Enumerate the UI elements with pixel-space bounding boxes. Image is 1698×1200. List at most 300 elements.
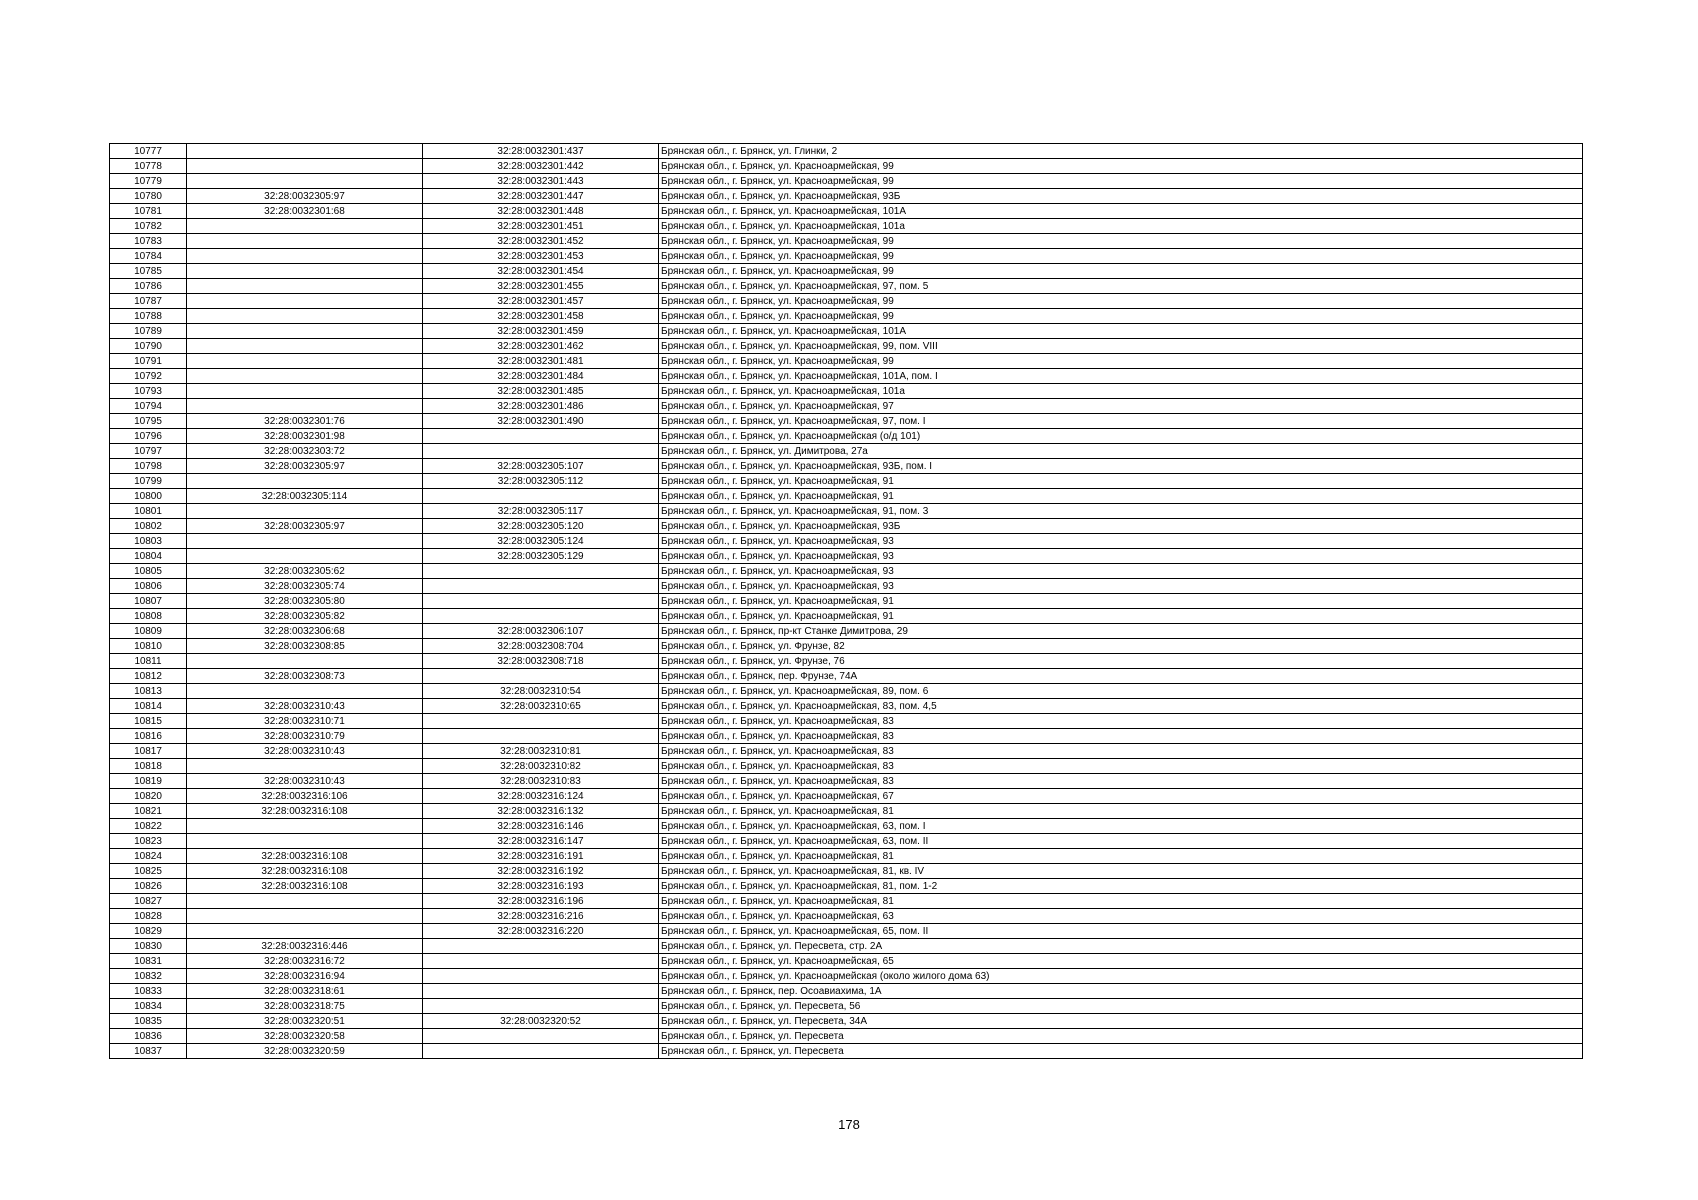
table-row (110, 369, 1583, 384)
land-parcel-cell: 32:28:0032305:97 (187, 459, 423, 474)
land-parcel-cell (187, 549, 423, 564)
building-number-cell: 32:28:0032305:120 (423, 519, 659, 534)
table-row (110, 324, 1583, 339)
table-row (110, 804, 1583, 819)
table-row (110, 714, 1583, 729)
row-number-cell: 10781 (110, 204, 187, 219)
table-row (110, 249, 1583, 264)
row-number-cell: 10804 (110, 549, 187, 564)
table-row (110, 864, 1583, 879)
row-number-cell: 10834 (110, 999, 187, 1014)
address-cell: Брянская обл., г. Брянск, ул. Красноармейская, 93Б, пом. I (659, 459, 1583, 474)
building-number-cell (423, 954, 659, 969)
row-number-cell: 10797 (110, 444, 187, 459)
land-parcel-cell (187, 144, 423, 159)
table-row (110, 534, 1583, 549)
address-cell: Брянская обл., г. Брянск, ул. Красноармейская, 93 (659, 579, 1583, 594)
address-cell: Брянская обл., г. Брянск, ул. Красноармейская, 81, кв. IV (659, 864, 1583, 879)
building-number-cell: 32:28:0032316:196 (423, 894, 659, 909)
table-row (110, 519, 1583, 534)
table-row (110, 144, 1583, 159)
address-cell: Брянская обл., г. Брянск, ул. Красноармейская, 81 (659, 894, 1583, 909)
building-number-cell: 32:28:0032305:117 (423, 504, 659, 519)
address-cell: Брянская обл., г. Брянск, ул. Красноармейская, 93 (659, 549, 1583, 564)
building-number-cell: 32:28:0032301:452 (423, 234, 659, 249)
land-parcel-cell: 32:28:0032310:71 (187, 714, 423, 729)
land-parcel-cell (187, 504, 423, 519)
land-parcel-cell (187, 759, 423, 774)
building-number-cell: 32:28:0032301:442 (423, 159, 659, 174)
row-number-cell: 10778 (110, 159, 187, 174)
land-parcel-cell: 32:28:0032305:82 (187, 609, 423, 624)
land-parcel-cell (187, 174, 423, 189)
land-parcel-cell: 32:28:0032305:114 (187, 489, 423, 504)
building-number-cell (423, 594, 659, 609)
row-number-cell: 10810 (110, 639, 187, 654)
land-parcel-cell: 32:28:0032310:43 (187, 774, 423, 789)
land-parcel-cell: 32:28:0032318:61 (187, 984, 423, 999)
row-number-cell: 10823 (110, 834, 187, 849)
address-cell: Брянская обл., г. Брянск, ул. Фрунзе, 82 (659, 639, 1583, 654)
land-parcel-cell: 32:28:0032303:72 (187, 444, 423, 459)
address-cell: Брянская обл., г. Брянск, ул. Красноармейская, 81, пом. 1-2 (659, 879, 1583, 894)
building-number-cell: 32:28:0032301:447 (423, 189, 659, 204)
address-cell: Брянская обл., г. Брянск, ул. Красноармейская, 83 (659, 729, 1583, 744)
address-cell: Брянская обл., г. Брянск, ул. Красноармейская, 99 (659, 264, 1583, 279)
land-parcel-cell (187, 234, 423, 249)
building-number-cell: 32:28:0032310:65 (423, 699, 659, 714)
address-cell: Брянская обл., г. Брянск, ул. Красноармейская, 83 (659, 714, 1583, 729)
row-number-cell: 10830 (110, 939, 187, 954)
building-number-cell: 32:28:0032320:52 (423, 1014, 659, 1029)
building-number-cell (423, 489, 659, 504)
table-row (110, 939, 1583, 954)
row-number-cell: 10831 (110, 954, 187, 969)
row-number-cell: 10806 (110, 579, 187, 594)
address-cell: Брянская обл., г. Брянск, ул. Красноармейская, 101А (659, 204, 1583, 219)
row-number-cell: 10825 (110, 864, 187, 879)
building-number-cell (423, 429, 659, 444)
table-row (110, 174, 1583, 189)
building-number-cell: 32:28:0032316:132 (423, 804, 659, 819)
building-number-cell: 32:28:0032316:192 (423, 864, 659, 879)
address-cell: Брянская обл., г. Брянск, ул. Красноармейская, 89, пом. 6 (659, 684, 1583, 699)
building-number-cell (423, 564, 659, 579)
address-cell: Брянская обл., г. Брянск, ул. Пересвета, 56 (659, 999, 1583, 1014)
address-cell: Брянская обл., г. Брянск, ул. Красноармейская, 93Б (659, 519, 1583, 534)
table-row (110, 759, 1583, 774)
row-number-cell: 10779 (110, 174, 187, 189)
table-row (110, 594, 1583, 609)
address-cell: Брянская обл., г. Брянск, ул. Красноармейская, 83 (659, 744, 1583, 759)
row-number-cell: 10827 (110, 894, 187, 909)
address-cell: Брянская обл., г. Брянск, ул. Красноармейская, 83 (659, 759, 1583, 774)
table-row (110, 444, 1583, 459)
table-row (110, 459, 1583, 474)
land-parcel-cell (187, 354, 423, 369)
building-number-cell: 32:28:0032305:112 (423, 474, 659, 489)
table-row (110, 1029, 1583, 1044)
cadastral-table (109, 143, 1583, 1059)
building-number-cell: 32:28:0032301:454 (423, 264, 659, 279)
building-number-cell (423, 999, 659, 1014)
address-cell: Брянская обл., г. Брянск, ул. Фрунзе, 76 (659, 654, 1583, 669)
address-cell: Брянская обл., г. Брянск, пер. Осоавиахима, 1А (659, 984, 1583, 999)
address-cell: Брянская обл., г. Брянск, ул. Красноармейская, 83, пом. 4,5 (659, 699, 1583, 714)
land-parcel-cell (187, 924, 423, 939)
table-row (110, 264, 1583, 279)
building-number-cell (423, 669, 659, 684)
land-parcel-cell: 32:28:0032301:68 (187, 204, 423, 219)
address-cell: Брянская обл., г. Брянск, ул. Красноармейская, 101а (659, 384, 1583, 399)
table-row (110, 429, 1583, 444)
row-number-cell: 10789 (110, 324, 187, 339)
table-row (110, 999, 1583, 1014)
row-number-cell: 10835 (110, 1014, 187, 1029)
row-number-cell: 10836 (110, 1029, 187, 1044)
building-number-cell (423, 1029, 659, 1044)
address-cell: Брянская обл., г. Брянск, ул. Красноармейская, 91, пом. 3 (659, 504, 1583, 519)
address-cell: Брянская обл., г. Брянск, ул. Красноармейская, 97 (659, 399, 1583, 414)
row-number-cell: 10785 (110, 264, 187, 279)
building-number-cell: 32:28:0032301:437 (423, 144, 659, 159)
row-number-cell: 10793 (110, 384, 187, 399)
address-cell: Брянская обл., г. Брянск, ул. Пересвета, 34А (659, 1014, 1583, 1029)
table-row (110, 279, 1583, 294)
address-cell: Брянская обл., г. Брянск, ул. Красноармейская, 91 (659, 489, 1583, 504)
row-number-cell: 10780 (110, 189, 187, 204)
land-parcel-cell: 32:28:0032316:106 (187, 789, 423, 804)
building-number-cell: 32:28:0032301:459 (423, 324, 659, 339)
row-number-cell: 10816 (110, 729, 187, 744)
land-parcel-cell: 32:28:0032305:74 (187, 579, 423, 594)
row-number-cell: 10786 (110, 279, 187, 294)
address-cell: Брянская обл., г. Брянск, ул. Красноармейская, 91 (659, 609, 1583, 624)
land-parcel-cell (187, 309, 423, 324)
table-row (110, 159, 1583, 174)
row-number-cell: 10796 (110, 429, 187, 444)
address-cell: Брянская обл., г. Брянск, ул. Красноармейская, 65 (659, 954, 1583, 969)
land-parcel-cell: 32:28:0032316:108 (187, 849, 423, 864)
land-parcel-cell: 32:28:0032305:97 (187, 189, 423, 204)
land-parcel-cell (187, 159, 423, 174)
address-cell: Брянская обл., г. Брянск, ул. Красноармейская, 93 (659, 534, 1583, 549)
table-row (110, 189, 1583, 204)
land-parcel-cell: 32:28:0032320:58 (187, 1029, 423, 1044)
row-number-cell: 10809 (110, 624, 187, 639)
address-cell: Брянская обл., г. Брянск, ул. Красноармейская, 99 (659, 234, 1583, 249)
address-cell: Брянская обл., г. Брянск, ул. Красноармейская, 97, пом. 5 (659, 279, 1583, 294)
row-number-cell: 10811 (110, 654, 187, 669)
address-cell: Брянская обл., г. Брянск, ул. Красноармейская, 99 (659, 159, 1583, 174)
building-number-cell: 32:28:0032301:486 (423, 399, 659, 414)
row-number-cell: 10817 (110, 744, 187, 759)
land-parcel-cell: 32:28:0032308:85 (187, 639, 423, 654)
land-parcel-cell: 32:28:0032301:76 (187, 414, 423, 429)
building-number-cell (423, 729, 659, 744)
building-number-cell: 32:28:0032301:453 (423, 249, 659, 264)
row-number-cell: 10800 (110, 489, 187, 504)
table-row (110, 219, 1583, 234)
row-number-cell: 10837 (110, 1044, 187, 1059)
row-number-cell: 10822 (110, 819, 187, 834)
building-number-cell: 32:28:0032316:124 (423, 789, 659, 804)
table-row (110, 399, 1583, 414)
table-row (110, 1044, 1583, 1059)
land-parcel-cell: 32:28:0032318:75 (187, 999, 423, 1014)
land-parcel-cell: 32:28:0032316:108 (187, 879, 423, 894)
table-row (110, 954, 1583, 969)
row-number-cell: 10828 (110, 909, 187, 924)
land-parcel-cell (187, 369, 423, 384)
row-number-cell: 10833 (110, 984, 187, 999)
address-cell: Брянская обл., г. Брянск, ул. Димитрова, 27а (659, 444, 1583, 459)
row-number-cell: 10790 (110, 339, 187, 354)
building-number-cell: 32:28:0032308:704 (423, 639, 659, 654)
land-parcel-cell (187, 894, 423, 909)
building-number-cell: 32:28:0032301:481 (423, 354, 659, 369)
land-parcel-cell: 32:28:0032310:79 (187, 729, 423, 744)
row-number-cell: 10798 (110, 459, 187, 474)
table-row (110, 234, 1583, 249)
building-number-cell: 32:28:0032301:455 (423, 279, 659, 294)
land-parcel-cell (187, 534, 423, 549)
row-number-cell: 10808 (110, 609, 187, 624)
land-parcel-cell (187, 279, 423, 294)
building-number-cell: 32:28:0032310:54 (423, 684, 659, 699)
table-row (110, 699, 1583, 714)
building-number-cell: 32:28:0032301:458 (423, 309, 659, 324)
land-parcel-cell (187, 654, 423, 669)
row-number-cell: 10820 (110, 789, 187, 804)
table-row (110, 549, 1583, 564)
row-number-cell: 10787 (110, 294, 187, 309)
building-number-cell: 32:28:0032316:147 (423, 834, 659, 849)
table-row (110, 639, 1583, 654)
table-row (110, 774, 1583, 789)
address-cell: Брянская обл., г. Брянск, ул. Красноармейская, 93Б (659, 189, 1583, 204)
land-parcel-cell (187, 819, 423, 834)
address-cell: Брянская обл., г. Брянск, ул. Красноармейская, 63, пом. I (659, 819, 1583, 834)
row-number-cell: 10803 (110, 534, 187, 549)
building-number-cell: 32:28:0032308:718 (423, 654, 659, 669)
land-parcel-cell: 32:28:0032310:43 (187, 744, 423, 759)
row-number-cell: 10788 (110, 309, 187, 324)
row-number-cell: 10815 (110, 714, 187, 729)
address-cell: Брянская обл., г. Брянск, ул. Пересвета (659, 1029, 1583, 1044)
address-cell: Брянская обл., г. Брянск, ул. Красноармейская, 101А (659, 324, 1583, 339)
table-row (110, 414, 1583, 429)
building-number-cell (423, 984, 659, 999)
address-cell: Брянская обл., г. Брянск, ул. Красноармейская, 99 (659, 354, 1583, 369)
land-parcel-cell: 32:28:0032305:62 (187, 564, 423, 579)
address-cell: Брянская обл., г. Брянск, ул. Красноармейская, 65, пом. II (659, 924, 1583, 939)
table-row (110, 849, 1583, 864)
building-number-cell: 32:28:0032305:107 (423, 459, 659, 474)
row-number-cell: 10791 (110, 354, 187, 369)
address-cell: Брянская обл., г. Брянск, ул. Красноармейская, 83 (659, 774, 1583, 789)
table-row (110, 204, 1583, 219)
address-cell: Брянская обл., г. Брянск, ул. Красноармейская, 99 (659, 294, 1583, 309)
building-number-cell (423, 969, 659, 984)
land-parcel-cell: 32:28:0032316:108 (187, 804, 423, 819)
building-number-cell: 32:28:0032316:193 (423, 879, 659, 894)
address-cell: Брянская обл., г. Брянск, ул. Красноармейская, 99 (659, 249, 1583, 264)
building-number-cell: 32:28:0032316:191 (423, 849, 659, 864)
address-cell: Брянская обл., г. Брянск, ул. Красноармейская, 63 (659, 909, 1583, 924)
row-number-cell: 10801 (110, 504, 187, 519)
table-row (110, 969, 1583, 984)
address-cell: Брянская обл., г. Брянск, ул. Пересвета (659, 1044, 1583, 1059)
building-number-cell: 32:28:0032316:216 (423, 909, 659, 924)
cadastral-table-body (110, 144, 1583, 1059)
land-parcel-cell (187, 399, 423, 414)
land-parcel-cell: 32:28:0032316:94 (187, 969, 423, 984)
row-number-cell: 10824 (110, 849, 187, 864)
address-cell: Брянская обл., г. Брянск, пер. Фрунзе, 74А (659, 669, 1583, 684)
row-number-cell: 10818 (110, 759, 187, 774)
table-row (110, 729, 1583, 744)
land-parcel-cell (187, 264, 423, 279)
row-number-cell: 10795 (110, 414, 187, 429)
page-number: 178 (838, 1117, 860, 1132)
table-row (110, 474, 1583, 489)
building-number-cell: 32:28:0032310:83 (423, 774, 659, 789)
row-number-cell: 10814 (110, 699, 187, 714)
row-number-cell: 10782 (110, 219, 187, 234)
table-row (110, 339, 1583, 354)
land-parcel-cell: 32:28:0032305:80 (187, 594, 423, 609)
address-cell: Брянская обл., г. Брянск, ул. Красноармейская, 99, пом. VIII (659, 339, 1583, 354)
building-number-cell (423, 714, 659, 729)
row-number-cell: 10802 (110, 519, 187, 534)
building-number-cell (423, 1044, 659, 1059)
table-row (110, 504, 1583, 519)
building-number-cell (423, 579, 659, 594)
building-number-cell: 32:28:0032310:82 (423, 759, 659, 774)
building-number-cell: 32:28:0032301:485 (423, 384, 659, 399)
land-parcel-cell: 32:28:0032316:72 (187, 954, 423, 969)
address-cell: Брянская обл., г. Брянск, ул. Красноармейская, 63, пом. II (659, 834, 1583, 849)
address-cell: Брянская обл., г. Брянск, пр-кт Станке Димитрова, 29 (659, 624, 1583, 639)
table-row (110, 309, 1583, 324)
building-number-cell: 32:28:0032305:129 (423, 549, 659, 564)
land-parcel-cell: 32:28:0032316:108 (187, 864, 423, 879)
building-number-cell: 32:28:0032316:146 (423, 819, 659, 834)
address-cell: Брянская обл., г. Брянск, ул. Красноармейская, 91 (659, 594, 1583, 609)
table-row (110, 609, 1583, 624)
address-cell: Брянская обл., г. Брянск, ул. Глинки, 2 (659, 144, 1583, 159)
building-number-cell: 32:28:0032301:443 (423, 174, 659, 189)
row-number-cell: 10807 (110, 594, 187, 609)
land-parcel-cell: 32:28:0032320:51 (187, 1014, 423, 1029)
land-parcel-cell (187, 339, 423, 354)
land-parcel-cell (187, 219, 423, 234)
address-cell: Брянская обл., г. Брянск, ул. Красноармейская, 97, пом. I (659, 414, 1583, 429)
building-number-cell (423, 939, 659, 954)
row-number-cell: 10819 (110, 774, 187, 789)
address-cell: Брянская обл., г. Брянск, ул. Красноармейская, 101А, пом. I (659, 369, 1583, 384)
land-parcel-cell (187, 684, 423, 699)
building-number-cell: 32:28:0032301:457 (423, 294, 659, 309)
row-number-cell: 10813 (110, 684, 187, 699)
row-number-cell: 10784 (110, 249, 187, 264)
table-row (110, 684, 1583, 699)
building-number-cell: 32:28:0032316:220 (423, 924, 659, 939)
land-parcel-cell: 32:28:0032306:68 (187, 624, 423, 639)
table-row (110, 354, 1583, 369)
row-number-cell: 10812 (110, 669, 187, 684)
address-cell: Брянская обл., г. Брянск, ул. Красноармейская, 99 (659, 309, 1583, 324)
building-number-cell (423, 609, 659, 624)
row-number-cell: 10783 (110, 234, 187, 249)
land-parcel-cell (187, 294, 423, 309)
address-cell: Брянская обл., г. Брянск, ул. Красноармейская, 81 (659, 804, 1583, 819)
row-number-cell: 10821 (110, 804, 187, 819)
land-parcel-cell (187, 909, 423, 924)
land-parcel-cell: 32:28:0032310:43 (187, 699, 423, 714)
address-cell: Брянская обл., г. Брянск, ул. Красноармейская, 91 (659, 474, 1583, 489)
table-row (110, 819, 1583, 834)
building-number-cell: 32:28:0032301:490 (423, 414, 659, 429)
row-number-cell: 10805 (110, 564, 187, 579)
address-cell: Брянская обл., г. Брянск, ул. Красноармейская (о/д 101) (659, 429, 1583, 444)
row-number-cell: 10829 (110, 924, 187, 939)
table-row (110, 744, 1583, 759)
row-number-cell: 10794 (110, 399, 187, 414)
table-row (110, 909, 1583, 924)
address-cell: Брянская обл., г. Брянск, ул. Красноармейская, 99 (659, 174, 1583, 189)
address-cell: Брянская обл., г. Брянск, ул. Красноармейская (около жилого дома 63) (659, 969, 1583, 984)
building-number-cell: 32:28:0032301:484 (423, 369, 659, 384)
table-row (110, 1014, 1583, 1029)
address-cell: Брянская обл., г. Брянск, ул. Красноармейская, 81 (659, 849, 1583, 864)
row-number-cell: 10832 (110, 969, 187, 984)
row-number-cell: 10799 (110, 474, 187, 489)
table-row (110, 984, 1583, 999)
table-row (110, 894, 1583, 909)
address-cell: Брянская обл., г. Брянск, ул. Красноармейская, 67 (659, 789, 1583, 804)
table-row (110, 384, 1583, 399)
building-number-cell: 32:28:0032306:107 (423, 624, 659, 639)
building-number-cell: 32:28:0032310:81 (423, 744, 659, 759)
land-parcel-cell: 32:28:0032320:59 (187, 1044, 423, 1059)
table-row (110, 294, 1583, 309)
land-parcel-cell (187, 249, 423, 264)
table-row (110, 924, 1583, 939)
table-row (110, 564, 1583, 579)
table-row (110, 789, 1583, 804)
building-number-cell: 32:28:0032301:448 (423, 204, 659, 219)
table-row (110, 654, 1583, 669)
building-number-cell: 32:28:0032301:451 (423, 219, 659, 234)
table-row (110, 579, 1583, 594)
row-number-cell: 10777 (110, 144, 187, 159)
row-number-cell: 10826 (110, 879, 187, 894)
building-number-cell: 32:28:0032301:462 (423, 339, 659, 354)
address-cell: Брянская обл., г. Брянск, ул. Красноармейская, 93 (659, 564, 1583, 579)
building-number-cell (423, 444, 659, 459)
address-cell: Брянская обл., г. Брянск, ул. Красноармейская, 101а (659, 219, 1583, 234)
land-parcel-cell (187, 324, 423, 339)
address-cell: Брянская обл., г. Брянск, ул. Пересвета, стр. 2А (659, 939, 1583, 954)
table-row (110, 834, 1583, 849)
building-number-cell: 32:28:0032305:124 (423, 534, 659, 549)
table-row (110, 489, 1583, 504)
land-parcel-cell: 32:28:0032316:446 (187, 939, 423, 954)
table-row (110, 879, 1583, 894)
land-parcel-cell: 32:28:0032308:73 (187, 669, 423, 684)
